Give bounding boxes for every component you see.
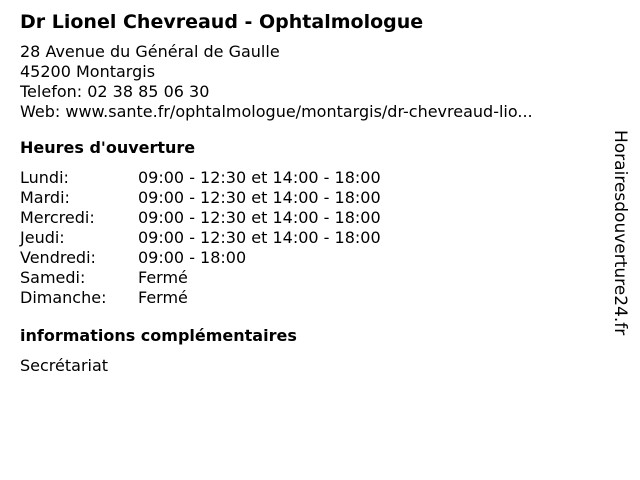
hours-day-label: Samedi: bbox=[20, 268, 86, 287]
info-heading: informations complémentaires bbox=[20, 326, 297, 345]
hours-day-label: Jeudi: bbox=[20, 228, 65, 247]
hours-heading: Heures d'ouverture bbox=[20, 138, 196, 157]
hours-list bbox=[20, 168, 600, 308]
hours-time-value: 09:00 - 18:00 bbox=[138, 248, 247, 267]
address-block bbox=[20, 42, 600, 122]
hours-row-thursday bbox=[20, 228, 600, 248]
hours-time-value: 09:00 - 12:30 et 14:00 - 18:00 bbox=[138, 228, 381, 247]
phone-number: Telefon: 02 38 85 06 30 bbox=[20, 82, 210, 101]
website-link: Web: www.sante.fr/ophtalmologue/montargis/dr-chevreaud-lio... bbox=[20, 102, 533, 121]
hours-day-label: Vendredi: bbox=[20, 248, 96, 267]
info-text: Secrétariat bbox=[20, 356, 109, 375]
hours-time-value: 09:00 - 12:30 et 14:00 - 18:00 bbox=[138, 208, 381, 227]
hours-row-monday bbox=[20, 168, 600, 188]
hours-time-value: 09:00 - 12:30 et 14:00 - 18:00 bbox=[138, 188, 381, 207]
hours-day-label: Lundi: bbox=[20, 168, 69, 187]
hours-row-sunday bbox=[20, 288, 600, 308]
hours-row-saturday bbox=[20, 268, 600, 288]
page-title: Dr Lionel Chevreaud - Ophtalmologue bbox=[20, 11, 424, 33]
address-city: 45200 Montargis bbox=[20, 62, 156, 81]
listing-card bbox=[20, 8, 600, 376]
address-street: 28 Avenue du Général de Gaulle bbox=[20, 42, 280, 61]
hours-time-value: Fermé bbox=[138, 268, 188, 287]
hours-day-label: Mardi: bbox=[20, 188, 70, 207]
hours-row-friday bbox=[20, 248, 600, 268]
hours-day-label: Dimanche: bbox=[20, 288, 107, 307]
brand-watermark: Horairesdouverture24.fr bbox=[610, 130, 630, 336]
hours-time-value: 09:00 - 12:30 et 14:00 - 18:00 bbox=[138, 168, 381, 187]
hours-row-wednesday bbox=[20, 208, 600, 228]
hours-time-value: Fermé bbox=[138, 288, 188, 307]
hours-day-label: Mercredi: bbox=[20, 208, 95, 227]
hours-row-tuesday bbox=[20, 188, 600, 208]
